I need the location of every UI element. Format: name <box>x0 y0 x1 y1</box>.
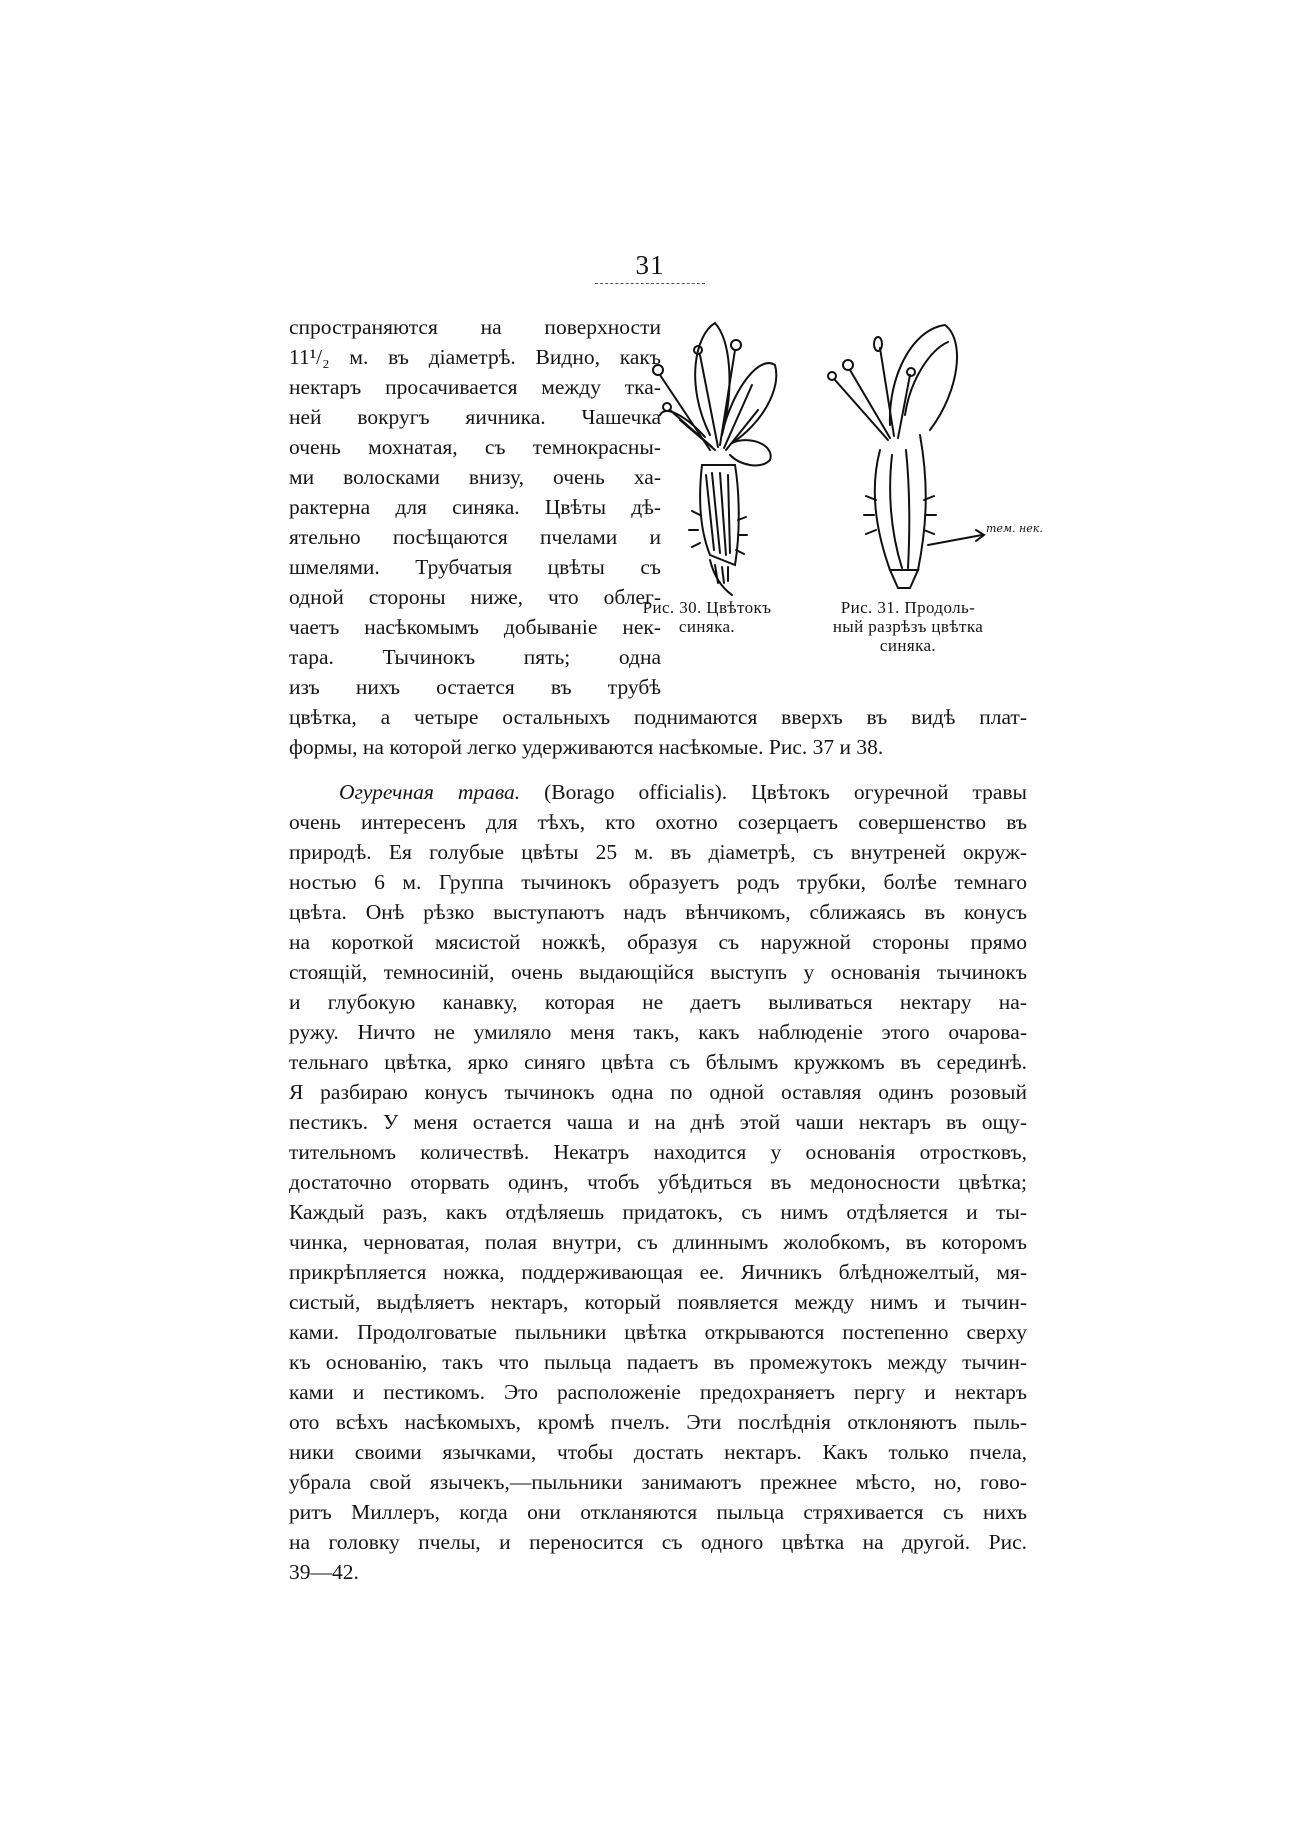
text-line: спространяются на поверхности <box>289 315 661 339</box>
text-line: очень интересенъ для тѣхъ, кто охотно созерцаетъ совершенство въ <box>289 810 1027 834</box>
text-line: убрала свой язычекъ,—пыльники занимаютъ прежнее мѣсто, но, гово- <box>289 1470 1027 1494</box>
text-line: Я разбираю конусъ тычинокъ одна по одной оставляя одинъ розовый <box>289 1080 1027 1104</box>
caption-line: синяка. <box>879 636 937 655</box>
section-latin-name: (Borago officialis). <box>544 780 728 804</box>
text-line: цвѣтка, а четыре остальныхъ поднимаются вверхъ въ видѣ плат- <box>289 705 1027 729</box>
text-line: чинка, черноватая, полая внутри, съ длиннымъ жолобкомъ, въ которомъ <box>289 1230 1027 1254</box>
text-line: ружу. Ничто не умиляло меня такъ, какъ наблюденіе этого очарова- <box>289 1020 1027 1044</box>
text-line: достаточно оторвать одинъ, чтобъ убѣдиться въ медоносности цвѣтка; <box>289 1170 1027 1194</box>
text-line: стоящій, темносиній, очень выдающійся выступъ у основанія тычинокъ <box>289 960 1027 984</box>
caption-line: Рис. 30. Цвѣтокъ <box>642 598 772 617</box>
text-line: систый, выдѣляетъ нектаръ, который появляется между нимъ и тычин- <box>289 1290 1027 1314</box>
text-line: очень мохнатая, съ темнокрасны- <box>289 435 661 459</box>
text-line: ятельно посѣщаются пчелами и <box>289 525 661 549</box>
text-line: пестикъ. У меня остается чаша и на днѣ этой чаши нектаръ въ ощу- <box>289 1110 1027 1134</box>
text-line: тительномъ количествѣ. Некатръ находится у основанія отростковъ, <box>289 1140 1027 1164</box>
figure-31-caption <box>808 598 1008 655</box>
text-line: ми волосками внизу, очень ха- <box>289 465 661 489</box>
text-line: тара. Тычинокъ пять; одна <box>289 645 661 669</box>
handwritten-note: тем. нек. <box>986 522 1043 535</box>
text-line: тельнаго цвѣтка, ярко синяго цвѣта съ бѣлымъ кружкомъ въ серединѣ. <box>289 1050 1027 1074</box>
section-title: Огуречная трава. <box>339 780 521 804</box>
figure-31-section-drawing <box>810 320 1043 595</box>
text-line: ники своими язычками, чтобы достать нектаръ. Какъ только пчела, <box>289 1440 1027 1464</box>
text-line: къ основанію, такъ что пыльца падаетъ въ промежутокъ между тычин- <box>289 1350 1027 1374</box>
page-number: 31 <box>635 250 665 280</box>
text-line: цвѣта. Онѣ рѣзко выступаютъ надъ вѣнчикомъ, сближаясь въ конусъ <box>289 900 1027 924</box>
section-first-line <box>289 777 1027 807</box>
caption-line: синяка. <box>678 617 736 636</box>
figure-30-caption <box>612 598 802 636</box>
text-line: одной стороны ниже, что облег- <box>289 585 661 609</box>
text-line: Каждый разъ, какъ отдѣляешь придатокъ, съ нимъ отдѣляется и ты- <box>289 1200 1027 1224</box>
text-line: природѣ. Ея голубые цвѣты 25 м. въ діаметрѣ, съ внутреней окруж- <box>289 840 1027 864</box>
text-line: ритъ Миллеръ, когда они откланяются пыльца стряхивается съ нихъ <box>289 1500 1027 1524</box>
figure-30-flower-drawing <box>640 315 790 600</box>
text-line: и глубокую канавку, которая не даетъ выливаться нектару на- <box>289 990 1027 1014</box>
text-line: нектаръ просачивается между тка- <box>289 375 661 399</box>
text-line: изъ нихъ остается въ трубѣ <box>289 675 661 699</box>
text-line: ками. Продолговатые пыльники цвѣтка открываются постепенно сверху <box>289 1320 1027 1344</box>
section-first-line-text: Цвѣтокъ огуречной травы <box>751 780 1027 804</box>
flower-section-illustration <box>810 320 1043 595</box>
text-line: формы, на которой легко удерживаются насѣкомые. Рис. 37 и 38. <box>289 735 884 759</box>
text-line: ностью 6 м. Группа тычинокъ образуетъ родъ трубки, болѣе темнаго <box>289 870 1027 894</box>
page-number-rule <box>595 283 705 284</box>
text-line: 11¹/₂ м. въ діаметрѣ. Видно, какъ <box>289 345 661 369</box>
flower-illustration <box>640 315 790 600</box>
text-line: ней вокругъ яичника. Чашечка <box>289 405 661 429</box>
text-line: шмелями. Трубчатыя цвѣты съ <box>289 555 661 579</box>
text-line: 39—42. <box>289 1560 359 1584</box>
caption-line: Рис. 31. Продоль- <box>840 598 976 617</box>
text-line: ками и пестикомъ. Это расположеніе предохраняетъ пергу и нектаръ <box>289 1380 1027 1404</box>
text-line: на короткой мясистой ножкѣ, образуя съ наружной стороны прямо <box>289 930 1027 954</box>
text-line: на головку пчелы, и переносится съ одного цвѣтка на другой. Рис. <box>289 1530 1027 1554</box>
text-line: рактерна для синяка. Цвѣты дѣ- <box>289 495 661 519</box>
text-line: прикрѣпляется ножка, поддерживающая ее. Яичникъ блѣдножелтый, мя- <box>289 1260 1027 1284</box>
caption-line: ный разрѣзъ цвѣтка <box>832 617 984 636</box>
text-line: чаетъ насѣкомымъ добываніе нек- <box>289 615 661 639</box>
text-line: ото всѣхъ насѣкомыхъ, кромѣ пчелъ. Эти послѣднія отклоняютъ пыль- <box>289 1410 1027 1434</box>
